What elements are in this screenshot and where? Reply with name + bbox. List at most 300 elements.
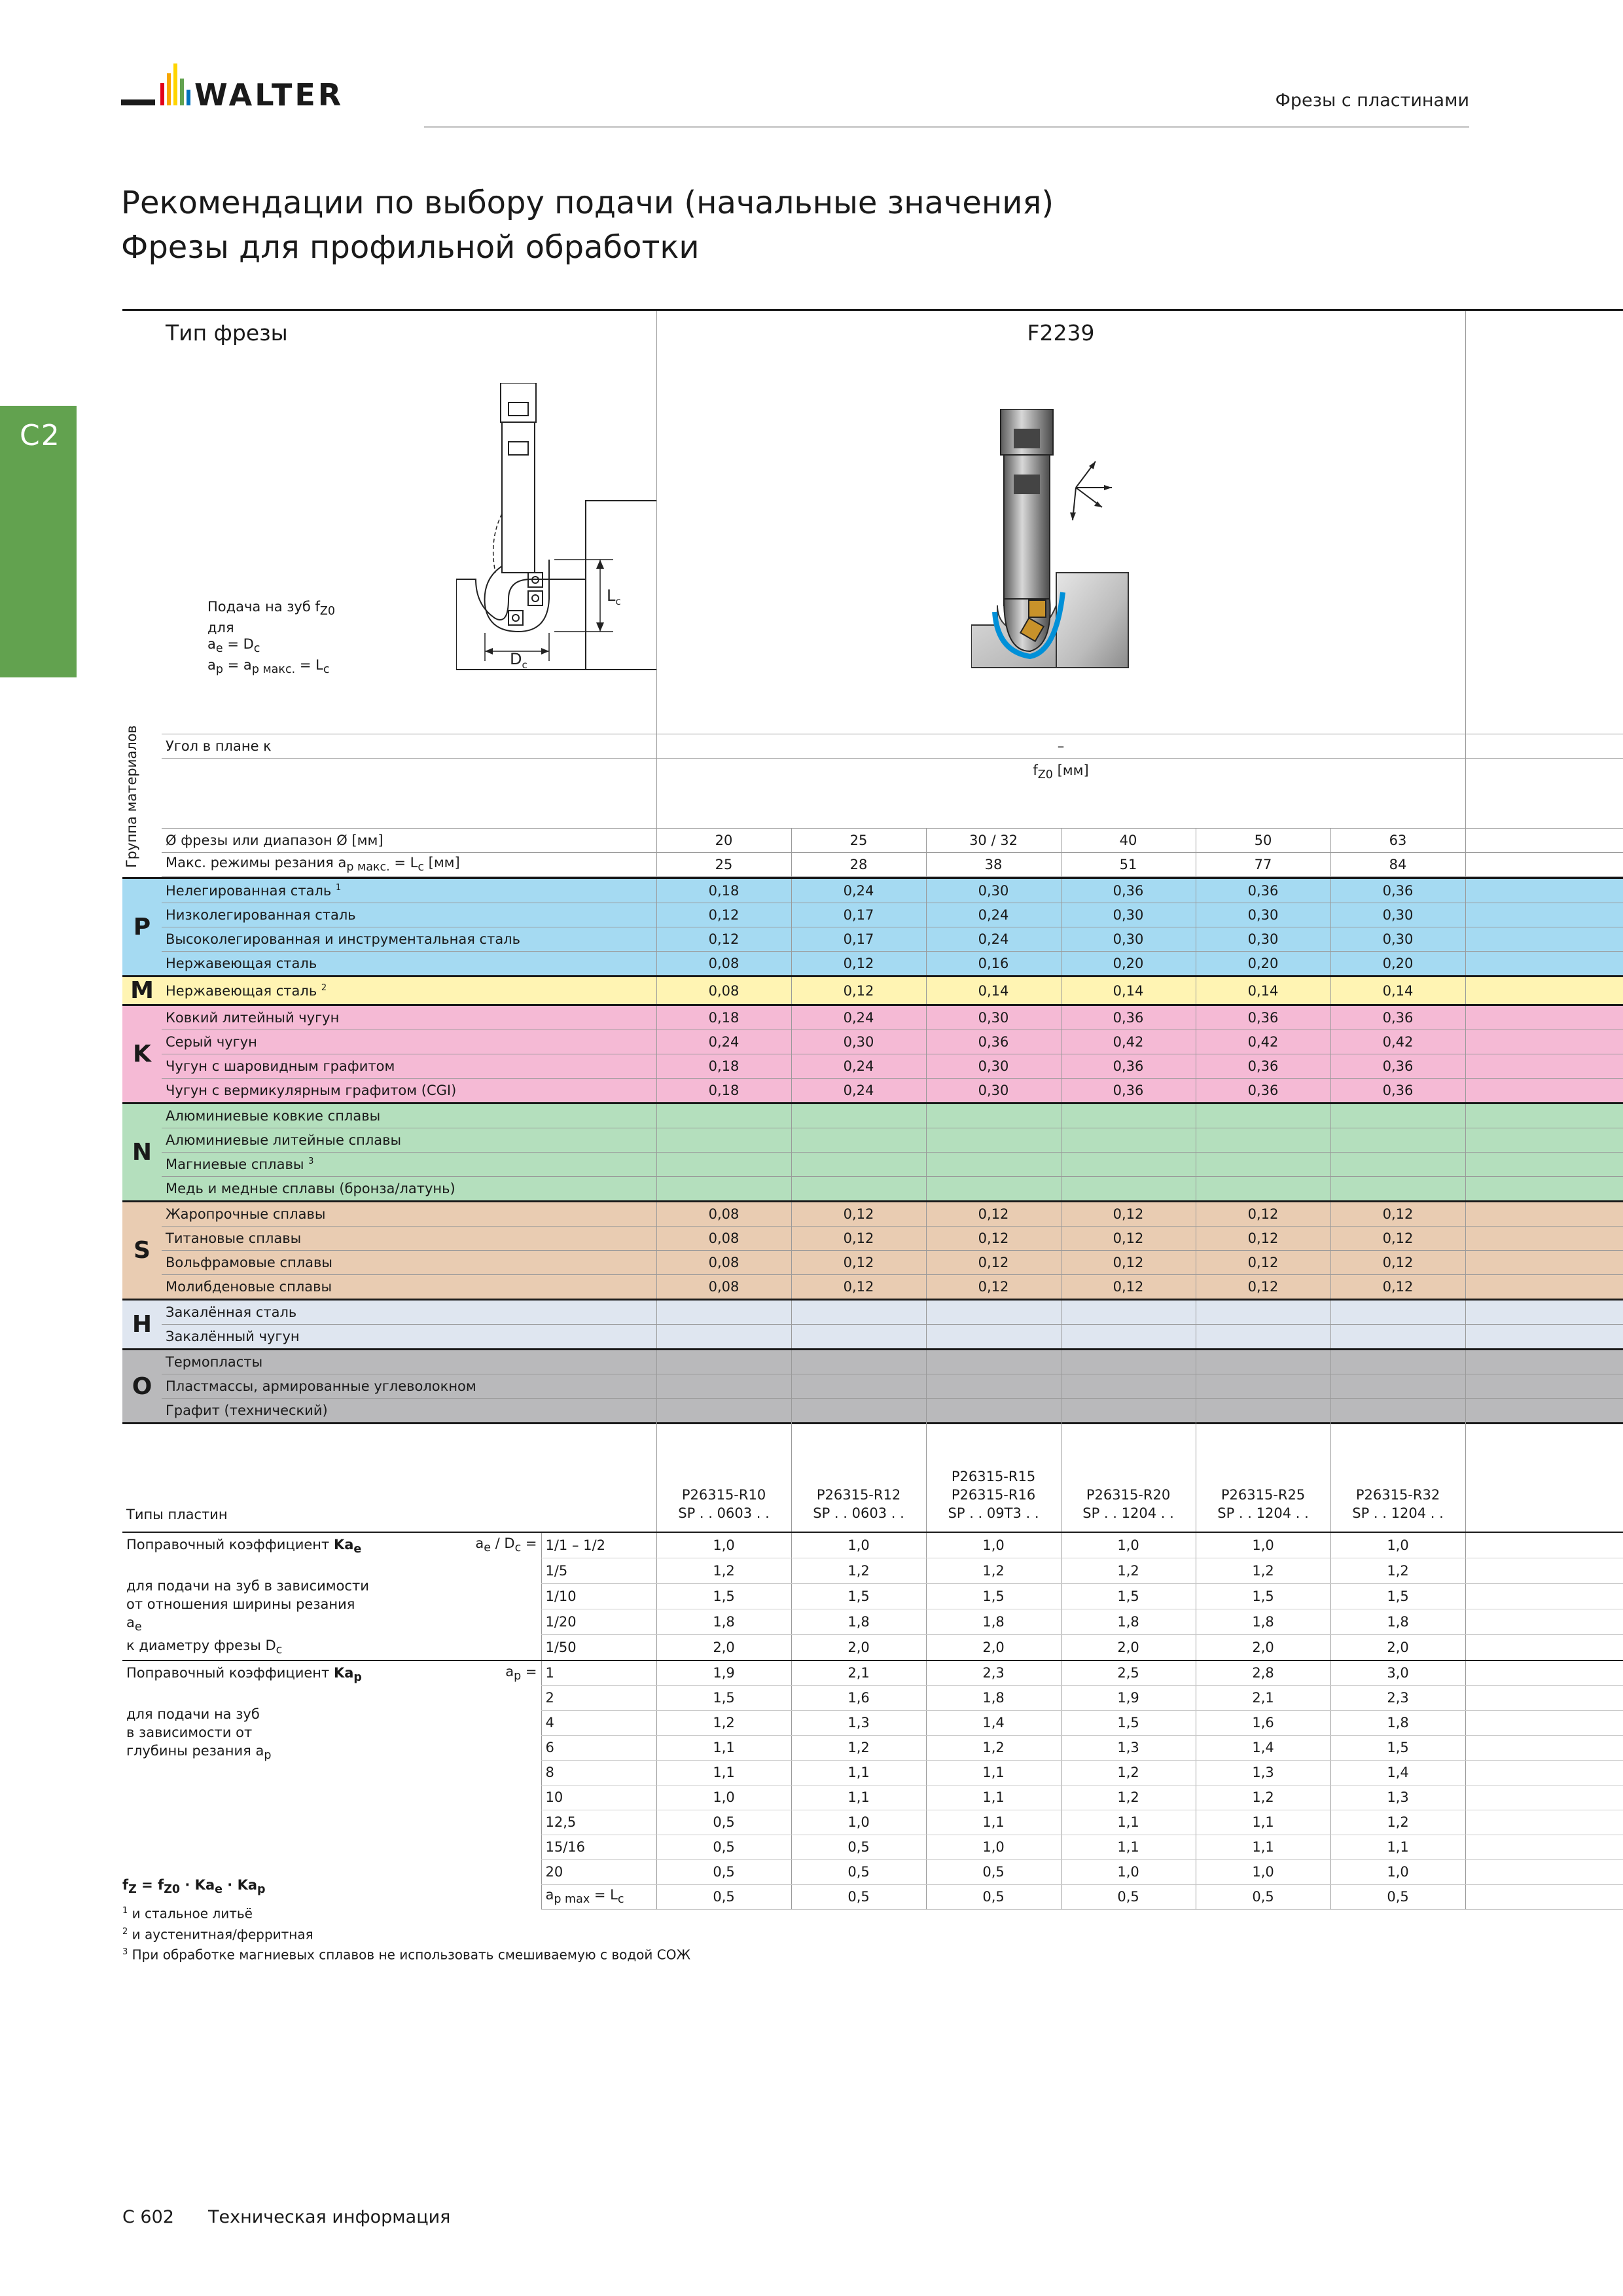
angle-value: –: [656, 734, 1465, 759]
kap-key: 15/16: [541, 1835, 656, 1859]
extra-column-cell: [1465, 1660, 1623, 1686]
correction-value: 1,6: [1196, 1710, 1330, 1735]
feed-value: [1061, 1300, 1196, 1325]
extra-column-cell: [1465, 1251, 1623, 1275]
feed-value: 0,12: [1330, 1227, 1465, 1251]
correction-value: 1,8: [1330, 1609, 1465, 1634]
footnote: $^1$ и стальное литьё: [122, 1905, 253, 1922]
correction-value: 1,4: [1196, 1735, 1330, 1760]
group-axis-label: Группа материалов: [124, 725, 139, 868]
extra-column-cell: [1465, 977, 1623, 1005]
max-cutting-value: 25: [656, 853, 791, 877]
kap-key: 10: [541, 1785, 656, 1810]
feed-value: 0,18: [656, 1054, 791, 1079]
footnote: $^2$ и аустенитная/ферритная: [122, 1926, 313, 1943]
material-name: Алюминиевые литейные сплавы: [162, 1128, 656, 1153]
feed-value: 0,36: [1196, 1005, 1330, 1030]
feed-value: 0,36: [1061, 1054, 1196, 1079]
max-cutting-value: 38: [926, 853, 1061, 877]
correction-value: 1,0: [1196, 1859, 1330, 1884]
correction-value: 1,9: [1061, 1685, 1196, 1710]
material-name: Графит (технический): [162, 1399, 656, 1424]
feed-value: 0,17: [791, 927, 926, 952]
feed-value: 0,12: [1061, 1202, 1196, 1227]
correction-value: 2,0: [1061, 1634, 1196, 1660]
material-row: [122, 1005, 1623, 1030]
extra-column-cell: [1465, 1532, 1623, 1558]
angle-label: Угол в плане κ: [162, 734, 656, 759]
insert-type: P26315-R25 SP . . 1204 . .: [1196, 1409, 1330, 1532]
correction-value: 1,1: [791, 1785, 926, 1810]
extra-column-cell: [1465, 734, 1623, 759]
feed-value: [926, 1128, 1061, 1153]
material-group-code: H: [122, 1300, 162, 1350]
material-row: [122, 1325, 1623, 1350]
cutter-schematic-diagram: [456, 383, 656, 671]
material-row: [122, 1054, 1623, 1079]
material-row: [122, 1128, 1623, 1153]
correction-value: 2,0: [926, 1634, 1061, 1660]
correction-value: 1,8: [656, 1609, 791, 1634]
correction-value: 2,3: [1330, 1685, 1465, 1710]
footer-section: Техническая информация: [208, 2207, 451, 2227]
feed-value: 0,08: [656, 1275, 791, 1300]
material-name: Алюминиевые ковкие сплавы: [162, 1103, 656, 1128]
kae-key: 1/50: [541, 1634, 656, 1660]
feed-value: [791, 1153, 926, 1177]
diameter-label: Ø фрезы или диапазон Ø [мм]: [162, 829, 656, 853]
group-axis-cell: [122, 310, 162, 878]
material-name: Медь и медные сплавы (бронза/латунь): [162, 1177, 656, 1202]
diameter-value: 20: [656, 829, 791, 853]
material-name: Серый чугун: [162, 1030, 656, 1054]
correction-value: 1,0: [656, 1532, 791, 1558]
feed-value: [656, 1177, 791, 1202]
correction-value: 1,5: [791, 1583, 926, 1609]
correction-value: 1,0: [791, 1810, 926, 1835]
feed-value: [1061, 1177, 1196, 1202]
extra-column-cell: [1465, 1859, 1623, 1884]
feed-value: 0,24: [926, 927, 1061, 952]
material-name: Термопласты: [162, 1350, 656, 1374]
material-name: Жаропрочные сплавы: [162, 1202, 656, 1227]
feed-value: 0,12: [791, 1275, 926, 1300]
correction-value: 1,0: [1196, 1532, 1330, 1558]
kap-key: $a_{p max} = L_c$: [541, 1884, 656, 1909]
correction-value: 1,0: [1330, 1859, 1465, 1884]
feed-value: 0,08: [656, 1202, 791, 1227]
feed-value: [656, 1300, 791, 1325]
correction-value: 1,8: [1196, 1609, 1330, 1634]
diameter-value: 30 / 32: [926, 829, 1061, 853]
material-group-code: P: [122, 878, 162, 977]
insert-type: P26315-R20 SP . . 1204 . .: [1061, 1409, 1196, 1532]
material-name: Магниевые сплавы $^3$: [162, 1153, 656, 1177]
feed-value: 0,12: [791, 977, 926, 1005]
correction-value: 1,2: [656, 1558, 791, 1583]
feed-value: 0,12: [791, 1227, 926, 1251]
kap-key: 2: [541, 1685, 656, 1710]
kap-key: 4: [541, 1710, 656, 1735]
feed-value: 0,12: [1196, 1227, 1330, 1251]
feed-value: 0,12: [1330, 1202, 1465, 1227]
material-name: Пластмассы, армированные углеволокном: [162, 1374, 656, 1399]
correction-value: 0,5: [1061, 1884, 1196, 1909]
correction-value: 1,1: [791, 1760, 926, 1785]
feed-value: [1061, 1374, 1196, 1399]
svg-text:Lc: $L_c$: [607, 586, 621, 607]
correction-value: 1,5: [656, 1583, 791, 1609]
cutter-type-label: Тип фрезы: [166, 320, 288, 346]
feed-value: 0,36: [1196, 878, 1330, 903]
kae-key: 1/5: [541, 1558, 656, 1583]
material-row: [122, 1251, 1623, 1275]
kae-key: 1/20: [541, 1609, 656, 1634]
feed-value: 0,24: [791, 1005, 926, 1030]
max-cutting-label: Макс. режимы резания $a_{p макс.} = L_c$ [мм]: [162, 853, 656, 877]
material-group-code: K: [122, 1005, 162, 1103]
feed-value: [1330, 1374, 1465, 1399]
correction-value: 1,5: [1061, 1583, 1196, 1609]
extra-column-cell: [1465, 1227, 1623, 1251]
material-row: [122, 1350, 1623, 1374]
feed-value: [656, 1128, 791, 1153]
correction-value: 1,2: [791, 1558, 926, 1583]
correction-value: 1,2: [926, 1735, 1061, 1760]
feed-value: 0,20: [1330, 952, 1465, 977]
correction-value: 1,2: [1061, 1760, 1196, 1785]
correction-value: 1,2: [1061, 1558, 1196, 1583]
extra-column-cell: [1465, 1128, 1623, 1153]
extra-column-cell: [1465, 1810, 1623, 1835]
extra-column-cell: [1465, 1374, 1623, 1399]
feed-value: 0,08: [656, 952, 791, 977]
feed-value: 0,17: [791, 903, 926, 927]
material-row: [122, 1202, 1623, 1227]
feed-value: 0,36: [1061, 878, 1196, 903]
material-name: Низколегированная сталь: [162, 903, 656, 927]
correction-value: 2,8: [1196, 1660, 1330, 1686]
feed-value: 0,36: [926, 1030, 1061, 1054]
correction-value: 1,5: [1061, 1710, 1196, 1735]
kae-description: Поправочный коэффициент $Ka_e$ для подачи на зуб в зависимости от отношения ширины резания $a_e$ к диаметру фрезы $D_c$: [122, 1532, 378, 1660]
correction-value: 1,8: [791, 1609, 926, 1634]
correction-value: 1,2: [1330, 1810, 1465, 1835]
feed-value: [1196, 1128, 1330, 1153]
feed-value: 0,36: [1196, 1079, 1330, 1103]
diameter-value: 50: [1196, 829, 1330, 853]
correction-value: 1,8: [1330, 1710, 1465, 1735]
feed-value: [926, 1103, 1061, 1128]
feed-value: 0,12: [1061, 1227, 1196, 1251]
correction-value: 1,5: [926, 1583, 1061, 1609]
correction-value: 2,1: [1196, 1685, 1330, 1710]
feed-value: 0,24: [656, 1030, 791, 1054]
feed-value: [1330, 1153, 1465, 1177]
feed-value: 0,36: [1330, 1054, 1465, 1079]
feed-value: 0,14: [1196, 977, 1330, 1005]
feed-value: 0,30: [926, 1079, 1061, 1103]
feed-value: 0,12: [656, 903, 791, 927]
max-cutting-value: 28: [791, 853, 926, 877]
correction-value: 1,4: [926, 1710, 1061, 1735]
feed-value: [1330, 1325, 1465, 1350]
material-group-code: M: [122, 977, 162, 1005]
correction-value: 1,2: [1196, 1558, 1330, 1583]
feed-value: [656, 1325, 791, 1350]
feed-value: 0,12: [791, 952, 926, 977]
feed-value: 0,14: [1061, 977, 1196, 1005]
walter-logo: [121, 60, 396, 126]
kap-key: 12,5: [541, 1810, 656, 1835]
feed-value: [926, 1325, 1061, 1350]
extra-column-cell: [1465, 1103, 1623, 1128]
correction-value: 2,0: [656, 1634, 791, 1660]
material-row: [122, 977, 1623, 1005]
insert-type: P26315-R12 SP . . 0603 . .: [791, 1409, 926, 1532]
correction-value: 0,5: [791, 1884, 926, 1909]
feed-value: 0,36: [1330, 878, 1465, 903]
correction-row: [122, 1660, 1623, 1686]
feed-value: 0,36: [1061, 1005, 1196, 1030]
correction-value: 0,5: [1196, 1884, 1330, 1909]
extra-column-cell: [1465, 927, 1623, 952]
correction-value: 0,5: [656, 1835, 791, 1859]
correction-value: 1,4: [1330, 1760, 1465, 1785]
feed-value: [926, 1374, 1061, 1399]
feed-value: 0,12: [926, 1227, 1061, 1251]
feed-value: [1196, 1325, 1330, 1350]
extra-column-cell: [1465, 1884, 1623, 1909]
kap-condition: $a_p$ =: [378, 1660, 541, 1910]
correction-value: 1,8: [926, 1685, 1061, 1710]
correction-value: 1,5: [1330, 1583, 1465, 1609]
feed-value: [656, 1374, 791, 1399]
material-name: Закалённая сталь: [162, 1300, 656, 1325]
feed-value: [1196, 1153, 1330, 1177]
correction-value: 2,0: [1196, 1634, 1330, 1660]
material-row: [122, 927, 1623, 952]
insert-type: P26315-R10 SP . . 0603 . .: [656, 1409, 791, 1532]
extra-column-cell: [1465, 1202, 1623, 1227]
insert-type: P26315-R15 P26315-R16 SP . . 09T3 . .: [926, 1409, 1061, 1532]
kap-key: 8: [541, 1760, 656, 1785]
correction-value: 1,3: [791, 1710, 926, 1735]
correction-value: 1,3: [1196, 1760, 1330, 1785]
feed-value: [926, 1153, 1061, 1177]
feed-value: 0,42: [1330, 1030, 1465, 1054]
feed-value: [1196, 1177, 1330, 1202]
material-row: [122, 1374, 1623, 1399]
correction-value: 0,5: [926, 1859, 1061, 1884]
correction-value: 1,1: [1061, 1835, 1196, 1859]
feed-value: 0,30: [926, 1005, 1061, 1030]
feed-condition-label: Подача на зуб $f_{Z0}$ для $a_e = D_c$ $a_p = a_{p макс.} = L_c$: [207, 599, 335, 677]
kap-key: 20: [541, 1859, 656, 1884]
correction-value: 1,1: [1061, 1810, 1196, 1835]
correction-value: 1,2: [926, 1558, 1061, 1583]
extra-column-cell: [1465, 1785, 1623, 1810]
correction-value: 1,1: [926, 1760, 1061, 1785]
correction-value: 1,2: [1196, 1785, 1330, 1810]
extra-column-cell: [1465, 1300, 1623, 1325]
insert-types-label: Типы пластин: [126, 1507, 228, 1522]
correction-value: 1,1: [656, 1735, 791, 1760]
extra-column-cell: [1465, 1710, 1623, 1735]
correction-value: 1,3: [1330, 1785, 1465, 1810]
kae-key: 1/10: [541, 1583, 656, 1609]
header-section: Фрезы с пластинами: [1275, 90, 1469, 111]
feed-value: [1196, 1300, 1330, 1325]
feed-value: [926, 1300, 1061, 1325]
material-group-code: S: [122, 1202, 162, 1300]
correction-value: 1,1: [926, 1810, 1061, 1835]
kae-key: 1/1 – 1/2: [541, 1532, 656, 1558]
correction-value: 1,2: [1061, 1785, 1196, 1810]
page-title: Рекомендации по выбору подачи (начальные значения): [121, 185, 1054, 221]
feed-value: [1330, 1350, 1465, 1374]
feed-value: 0,12: [1061, 1275, 1196, 1300]
material-row: [122, 1030, 1623, 1054]
feed-value: 0,36: [1330, 1005, 1465, 1030]
correction-value: 1,0: [1061, 1859, 1196, 1884]
material-name: Нержавеющая сталь: [162, 952, 656, 977]
correction-value: 1,0: [926, 1835, 1061, 1859]
extra-column-cell: [1465, 310, 1623, 734]
feed-value: 0,30: [1196, 927, 1330, 952]
material-row: [122, 1300, 1623, 1325]
feed-value: 0,18: [656, 1079, 791, 1103]
extra-column-cell: [1465, 1030, 1623, 1054]
feed-value: [791, 1300, 926, 1325]
feed-value: [791, 1350, 926, 1374]
material-row: [122, 1227, 1623, 1251]
material-row: [122, 952, 1623, 977]
correction-value: 2,0: [1330, 1634, 1465, 1660]
correction-value: 0,5: [791, 1859, 926, 1884]
feed-value: [1196, 1350, 1330, 1374]
material-row: [122, 1177, 1623, 1202]
feed-value: 0,12: [1330, 1251, 1465, 1275]
correction-value: 2,3: [926, 1660, 1061, 1686]
feed-value: [1061, 1153, 1196, 1177]
feed-value: 0,14: [1330, 977, 1465, 1005]
correction-value: 1,5: [1196, 1583, 1330, 1609]
extra-column-cell: [1465, 1583, 1623, 1609]
material-row: [122, 1103, 1623, 1128]
extra-column-cell: [1465, 1409, 1623, 1532]
correction-value: 1,8: [926, 1609, 1061, 1634]
feed-value: 0,14: [926, 977, 1061, 1005]
feed-value: 0,12: [926, 1251, 1061, 1275]
feed-value: [656, 1350, 791, 1374]
max-cutting-value: 51: [1061, 853, 1196, 877]
feed-value: [791, 1103, 926, 1128]
correction-value: 1,2: [791, 1735, 926, 1760]
feed-formula: $f_Z = f_{Z0} \cdot Ka_e \cdot Ka_p$: [122, 1876, 266, 1897]
cutter-f2239-cell: [656, 310, 1465, 734]
extra-column-cell: [1465, 1005, 1623, 1030]
cutter-type-cell: [162, 310, 656, 734]
material-name: Нержавеющая сталь $^2$: [162, 977, 656, 1005]
correction-table: [122, 1409, 1623, 1910]
kap-key: 6: [541, 1735, 656, 1760]
extra-column-cell: [1465, 1835, 1623, 1859]
feed-value: 0,30: [926, 1054, 1061, 1079]
feed-value: 0,30: [926, 878, 1061, 903]
extra-column-cell: [1465, 1685, 1623, 1710]
material-row: [122, 1153, 1623, 1177]
material-name: Закалённый чугун: [162, 1325, 656, 1350]
material-name: Чугун с шаровидным графитом: [162, 1054, 656, 1079]
feed-value: 0,12: [1196, 1275, 1330, 1300]
feed-value: 0,18: [656, 1005, 791, 1030]
material-row: [122, 1079, 1623, 1103]
feed-value: [656, 1153, 791, 1177]
correction-row: [122, 1532, 1623, 1558]
cutter-code: F2239: [1027, 320, 1095, 346]
feed-value: 0,42: [1061, 1030, 1196, 1054]
chapter-tab-label: C2: [20, 419, 61, 452]
diameter-value: 25: [791, 829, 926, 853]
feed-value: [1330, 1177, 1465, 1202]
diameter-value: 40: [1061, 829, 1196, 853]
feed-value: 0,08: [656, 977, 791, 1005]
material-row: [122, 1275, 1623, 1300]
max-cutting-value: 84: [1330, 853, 1465, 877]
page-subtitle: Фрезы для профильной обработки: [121, 229, 700, 266]
feed-value: 0,42: [1196, 1030, 1330, 1054]
feed-value: [656, 1103, 791, 1128]
feed-value: 0,12: [1196, 1251, 1330, 1275]
footnotes: [122, 1902, 690, 1964]
feed-value: [791, 1325, 926, 1350]
correction-value: 1,8: [1061, 1609, 1196, 1634]
correction-value: 0,5: [656, 1884, 791, 1909]
extra-column-cell: [1465, 1634, 1623, 1660]
feed-value: [1330, 1300, 1465, 1325]
correction-value: 0,5: [926, 1884, 1061, 1909]
extra-column-cell: [1465, 878, 1623, 903]
fz0-unit-label: $f_{Z0}$ [мм]: [656, 759, 1465, 829]
footnote: $^3$ При обработке магниевых сплавов не использовать смешиваемую с водой СОЖ: [122, 1946, 691, 1963]
feed-value: 0,12: [926, 1275, 1061, 1300]
feed-value: 0,08: [656, 1227, 791, 1251]
feed-value: 0,24: [791, 1054, 926, 1079]
feed-value: [1196, 1374, 1330, 1399]
material-name: Чугун с вермикулярным графитом (CGI): [162, 1079, 656, 1103]
feed-value: 0,12: [656, 927, 791, 952]
correction-value: 1,0: [791, 1532, 926, 1558]
fz0-row-label: [162, 759, 656, 829]
material-row: [122, 903, 1623, 927]
max-cutting-value: 77: [1196, 853, 1330, 877]
feed-value: 0,08: [656, 1251, 791, 1275]
correction-value: 1,5: [656, 1685, 791, 1710]
correction-value: 2,0: [791, 1634, 926, 1660]
correction-value: 0,5: [791, 1835, 926, 1859]
feed-value: [1330, 1103, 1465, 1128]
feed-value: 0,20: [1061, 952, 1196, 977]
feed-value: 0,36: [1196, 1054, 1330, 1079]
feed-value: 0,30: [1061, 903, 1196, 927]
correction-value: 1,0: [1330, 1532, 1465, 1558]
feed-value: 0,18: [656, 878, 791, 903]
feed-value: [926, 1177, 1061, 1202]
feed-value: [1061, 1350, 1196, 1374]
feed-value: [1061, 1103, 1196, 1128]
feed-value: 0,36: [1061, 1079, 1196, 1103]
